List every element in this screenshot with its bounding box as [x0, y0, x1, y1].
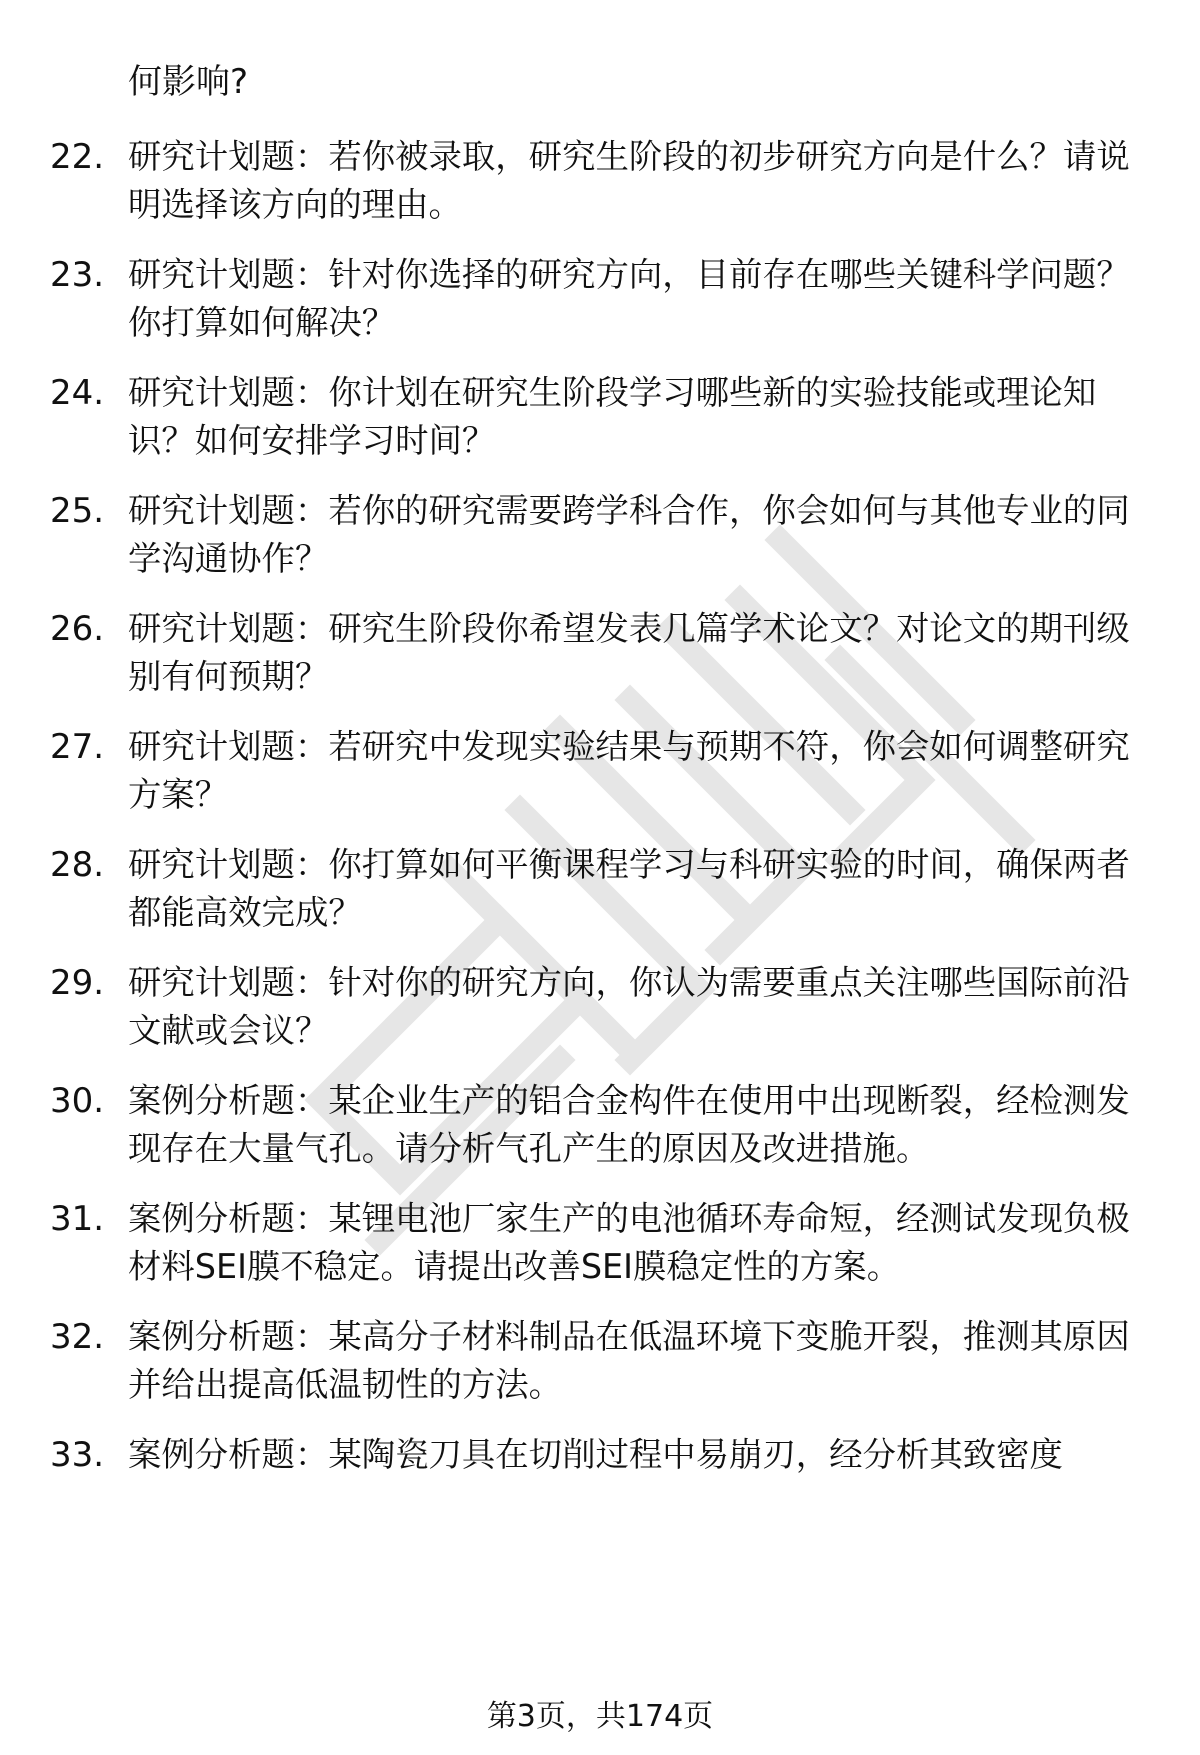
- question-number: 28.: [50, 845, 105, 885]
- question-number: 30.: [50, 1081, 105, 1121]
- question-item-32: [0, 1313, 1200, 1423]
- question-text: 研究计划题：针对你选择的研究方向，目前存在哪些关键科学问题？你打算如何解决？: [128, 255, 1130, 342]
- question-number: 25.: [50, 491, 105, 531]
- question-number: 32.: [50, 1317, 105, 1357]
- question-item-30: [0, 1077, 1200, 1187]
- question-text: 研究计划题：若研究中发现实验结果与预期不符，你会如何调整研究方案？: [128, 727, 1130, 814]
- question-text: 案例分析题：某陶瓷刀具在切削过程中易崩刃，经分析其致密度: [128, 1435, 1063, 1474]
- question-item-24: [0, 369, 1200, 479]
- question-number: 24.: [50, 373, 105, 413]
- question-text: 案例分析题：某高分子材料制品在低温环境下变脆开裂，推测其原因并给出提高低温韧性的方法。: [128, 1317, 1130, 1404]
- question-number: 26.: [50, 609, 105, 649]
- question-item-29: [0, 959, 1200, 1069]
- question-number: 27.: [50, 727, 105, 767]
- question-item-23: [0, 251, 1200, 361]
- question-number: 33.: [50, 1435, 105, 1475]
- question-item-27: [0, 723, 1200, 833]
- question-text: 案例分析题：某企业生产的铝合金构件在使用中出现断裂，经检测发现存在大量气孔。请分析气孔产生的原因及改进措施。: [128, 1081, 1130, 1168]
- continued-question-text: 何影响?: [128, 62, 249, 102]
- question-text: 研究计划题：若你的研究需要跨学科合作，你会如何与其他专业的同学沟通协作？: [128, 491, 1130, 578]
- question-item-31: [0, 1195, 1200, 1305]
- question-text: 研究计划题：你计划在研究生阶段学习哪些新的实验技能或理论知识？如何安排学习时间？: [128, 373, 1097, 460]
- question-text: 研究计划题：针对你的研究方向，你认为需要重点关注哪些国际前沿文献或会议？: [128, 963, 1130, 1050]
- question-number: 22.: [50, 137, 105, 177]
- question-number: 29.: [50, 963, 105, 1003]
- question-text: 研究计划题：研究生阶段你希望发表几篇学术论文？对论文的期刊级别有何预期？: [128, 609, 1130, 696]
- question-item-26: [0, 605, 1200, 715]
- question-item-25: [0, 487, 1200, 597]
- question-text: 研究计划题：若你被录取，研究生阶段的初步研究方向是什么？请说明选择该方向的理由。: [128, 137, 1130, 224]
- question-item-33: [0, 1431, 1200, 1541]
- question-number: 31.: [50, 1199, 105, 1239]
- page-footer: 第3页，共174页: [486, 1699, 714, 1734]
- question-number: 23.: [50, 255, 105, 295]
- question-text: 案例分析题：某锂电池厂家生产的电池循环寿命短，经测试发现负极材料SEI膜不稳定。请提出改善SEI膜稳定性的方案。: [128, 1199, 1130, 1286]
- question-text: 研究计划题：你打算如何平衡课程学习与科研实验的时间，确保两者都能高效完成？: [128, 845, 1130, 932]
- question-item-28: [0, 841, 1200, 951]
- question-item-22: [0, 133, 1200, 243]
